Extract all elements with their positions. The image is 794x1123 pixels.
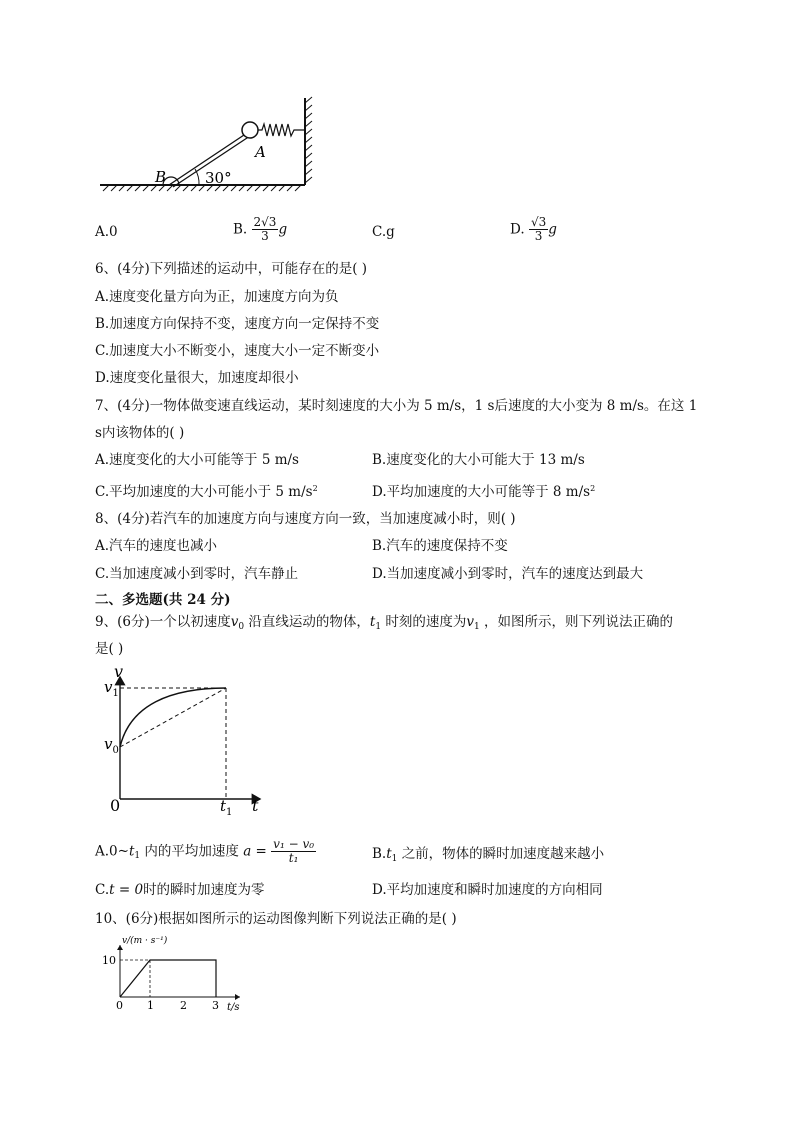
q7-stem-line2: s内该物体的( ) xyxy=(95,425,185,441)
q5-option-c[interactable]: C.g xyxy=(372,224,395,240)
q10-x-tick-0: 0 xyxy=(116,999,123,1012)
q5-b-fraction: $\frac{2√3}{3}$ xyxy=(253,215,277,243)
q7-option-a[interactable]: A.速度变化的大小可能等于 5 m/s xyxy=(95,452,299,468)
q7-option-b[interactable]: B.速度变化的大小可能大于 13 m/s xyxy=(372,452,585,468)
q9-option-b[interactable]: $B.t_1$ 之前，物体的瞬时加速度越来越小 xyxy=(372,846,605,864)
label-b: B xyxy=(155,168,167,186)
q5-option-d[interactable]: D. $\frac{√3}{3}$ g xyxy=(510,215,557,243)
q6-option-d[interactable]: D.速度变化量很大，加速度却很小 xyxy=(95,370,299,386)
q8-option-a[interactable]: A.汽车的速度也减小 xyxy=(95,538,218,554)
v1-label: $v_1$ xyxy=(104,678,119,699)
vt-graph-q10 xyxy=(100,935,260,1015)
q10-x-tick-2: 2 xyxy=(180,999,187,1012)
v0-label: $v_0$ xyxy=(104,735,119,756)
q10-y-tick: 10 xyxy=(102,954,116,967)
q5-option-a[interactable]: A.0 xyxy=(95,224,118,240)
q5-option-b[interactable]: B. $\frac{2√3}{3}$ g xyxy=(233,215,288,243)
q6-option-c[interactable]: C.加速度大小不断变小，速度大小一定不断变小 xyxy=(95,343,380,359)
t1-label: $t_1$ xyxy=(220,797,233,818)
q6-option-a[interactable]: A.速度变化量方向为正，加速度方向为负 xyxy=(95,289,339,305)
q9-a-fraction: $\frac{\text{v₁ − v₀}}{\text{t₁}}$ xyxy=(273,837,315,865)
q9-option-d[interactable]: D.平均加速度和瞬时加速度的方向相同 xyxy=(372,882,603,898)
axis-v-label: v xyxy=(114,665,124,681)
q8-option-d[interactable]: D.当加速度减小到零时，汽车的速度达到最大 xyxy=(372,566,644,582)
q10-stem: 10、(6分)根据如图所示的运动图像判断下列说法正确的是( ) xyxy=(95,911,457,927)
q8-stem: 8、(4分)若汽车的加速度方向与速度方向一致，当加速度减小时，则( ) xyxy=(95,511,516,527)
q9-option-a[interactable]: $A.0\sim t_1$ 内的平均加速度 a = $\frac{\text{v₁ − v₀}}{\text{t₁}}$ xyxy=(95,837,315,865)
axis-t-label: t xyxy=(252,796,259,815)
vt-graph-q9 xyxy=(100,665,270,820)
q10-y-axis-label: v/(m · s⁻¹) xyxy=(122,936,168,946)
q6-stem: 6、(4分)下列描述的运动中，可能存在的是( ) xyxy=(95,261,368,277)
q6-option-b[interactable]: B.加速度方向保持不变，速度方向一定保持不变 xyxy=(95,316,380,332)
label-angle: 30° xyxy=(205,169,232,187)
q9-stem-line1: 9、(6分)一个以初速度$v_0$ 沿直线运动的物体，$t_1$ 时刻的速度为$v_1$ ，如图所示，则下列说法正确的 xyxy=(95,614,674,632)
incline-spring-figure xyxy=(95,95,335,200)
q9-stem-line2: 是( ) xyxy=(95,641,124,657)
q10-x-axis-label: t/s xyxy=(227,1002,240,1013)
q9-option-c[interactable]: C.t = 0时的瞬时加速度为零 xyxy=(95,882,265,898)
origin-label: 0 xyxy=(110,796,121,815)
q7-option-d[interactable]: D.平均加速度的大小可能等于 8 $m/s^2$ xyxy=(372,484,596,500)
q8-option-c[interactable]: C.当加速度减小到零时，汽车静止 xyxy=(95,566,299,582)
q5-d-fraction: $\frac{√3}{3}$ xyxy=(530,215,547,243)
section-title-multi-choice: 二、多选题(共 24 分) xyxy=(95,592,231,608)
q10-x-tick-3: 3 xyxy=(212,999,219,1012)
q10-x-tick-1: 1 xyxy=(147,999,154,1012)
q7-stem-line1: 7、(4分)一物体做变速直线运动，某时刻速度的大小为 5 m/s，1 s后速度的大小变为 8 m/s。在这 1 xyxy=(95,398,698,414)
q8-option-b[interactable]: B.汽车的速度保持不变 xyxy=(372,538,508,554)
q7-option-c[interactable]: C.平均加速度的大小可能小于 5 $m/s^2$ xyxy=(95,484,318,500)
label-a: A xyxy=(255,143,266,161)
